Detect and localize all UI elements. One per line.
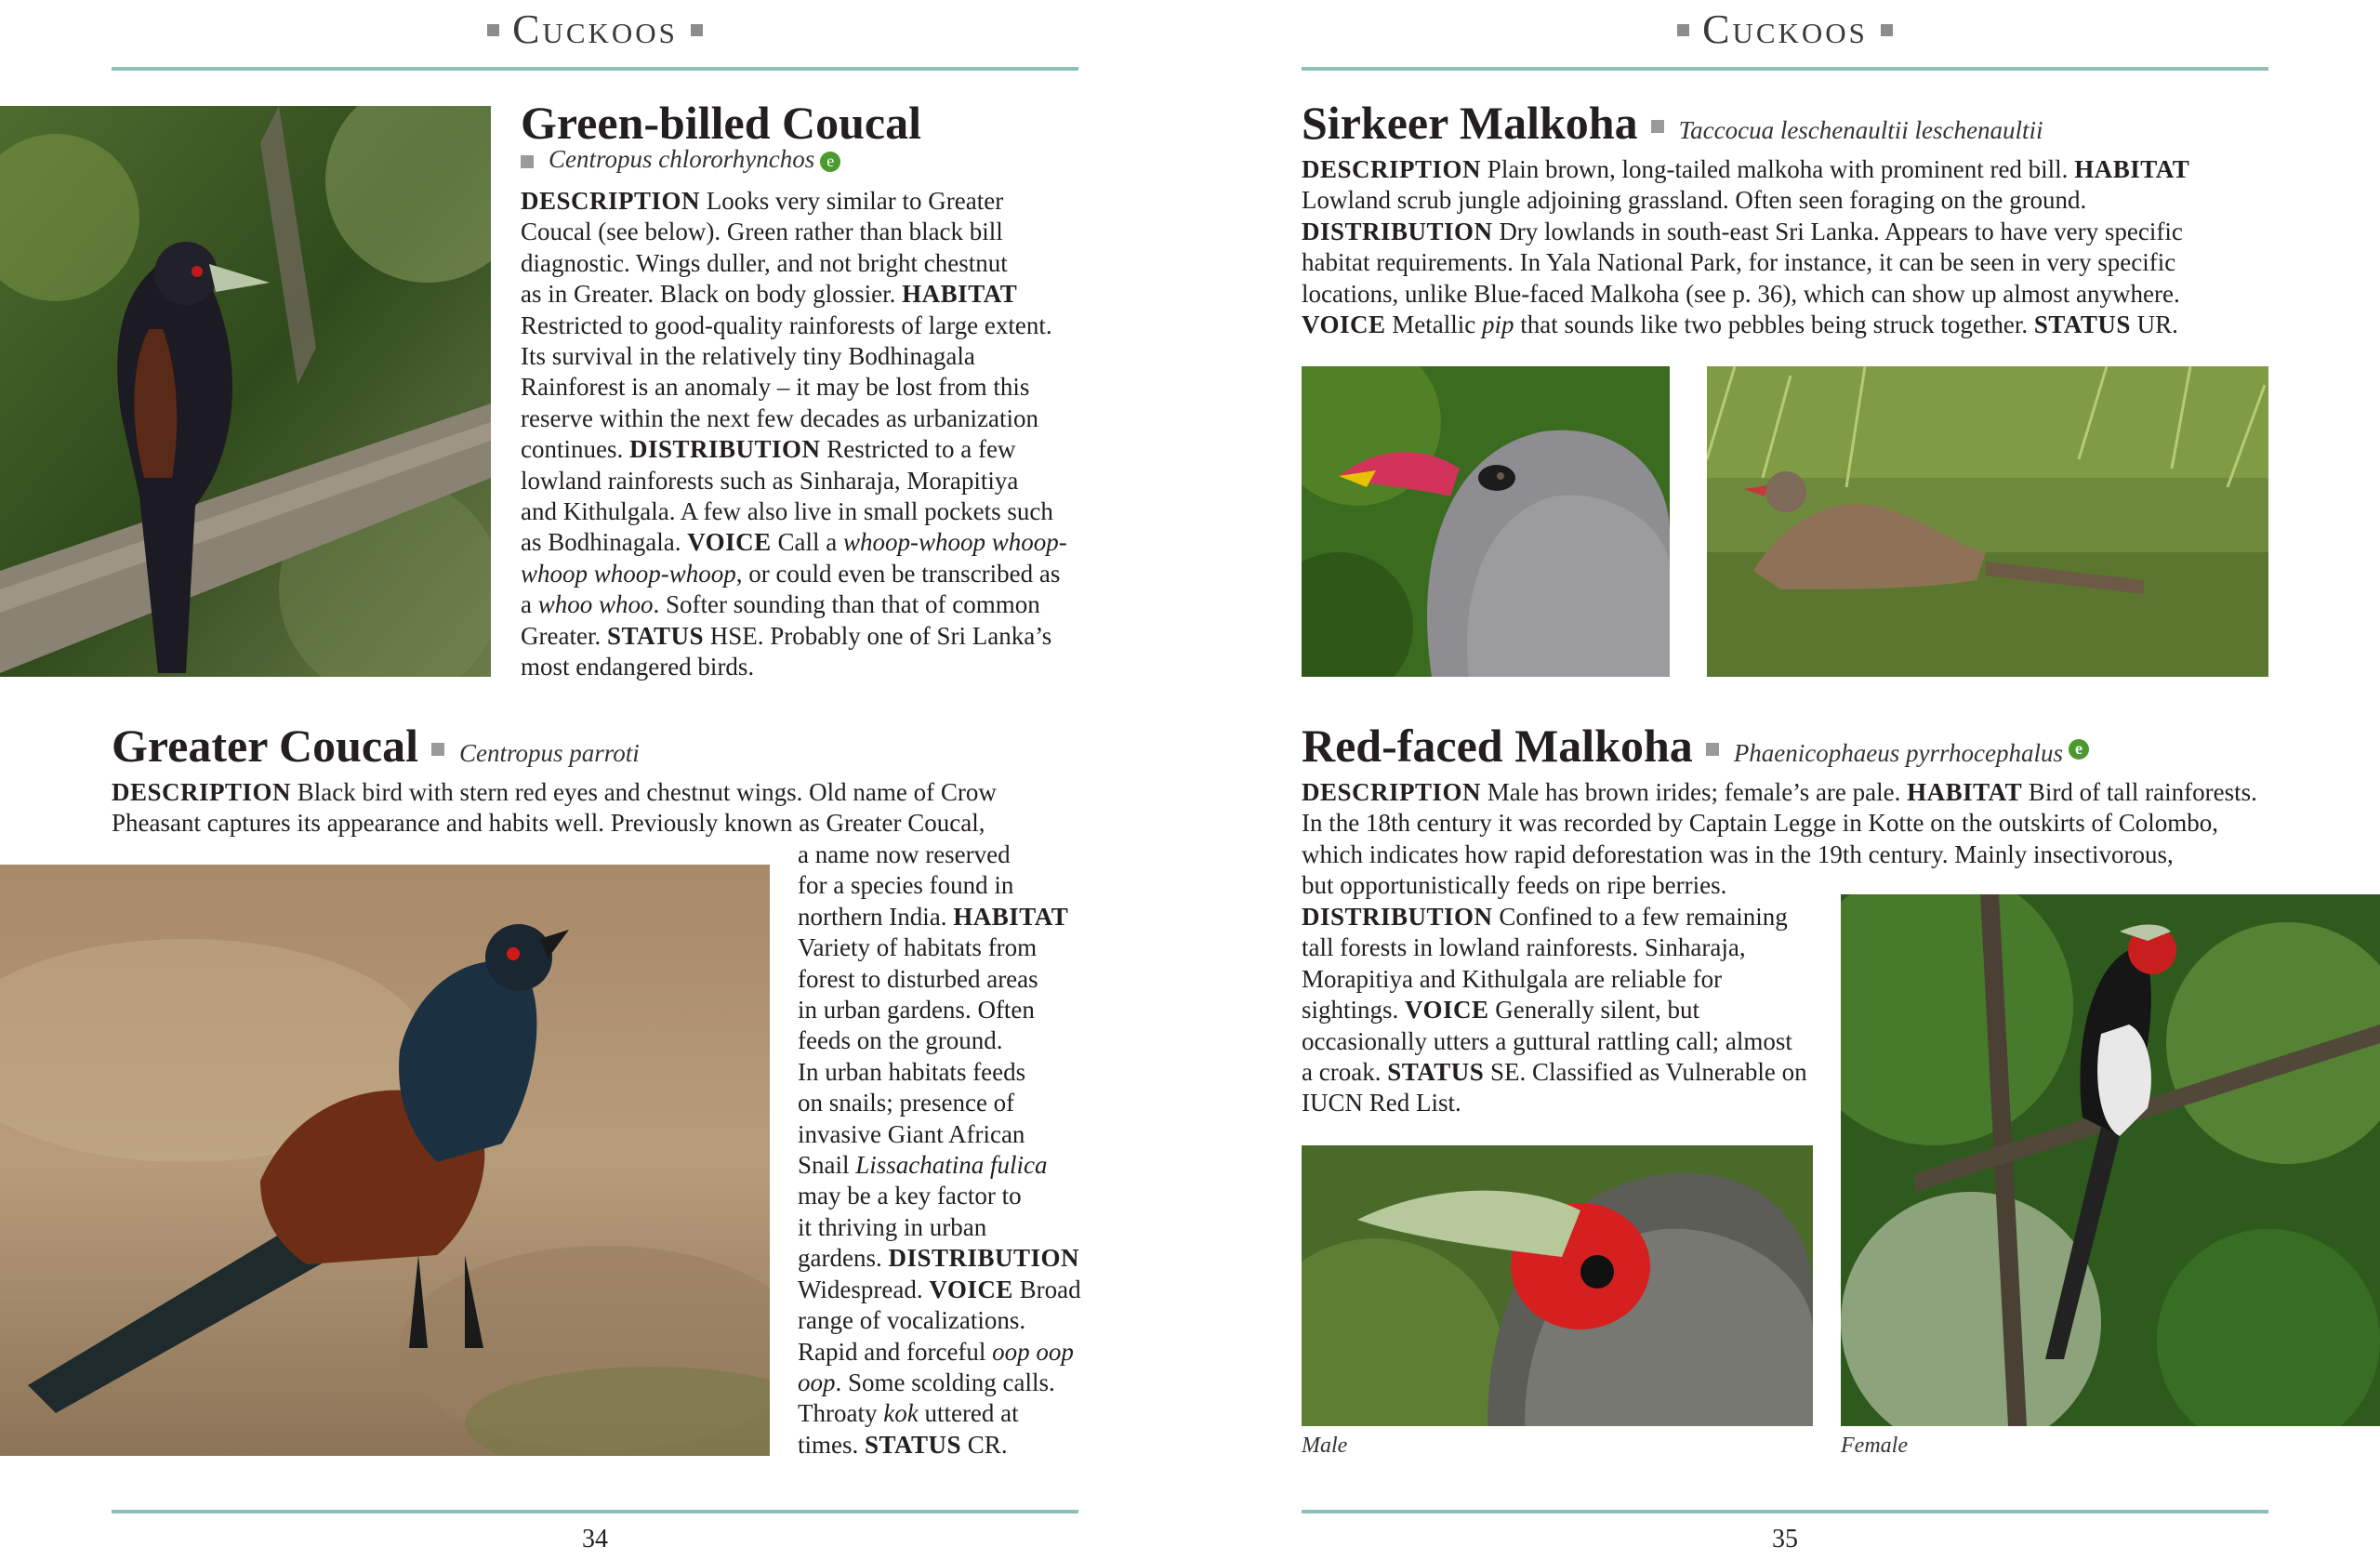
section-label: DESCRIPTION [112, 778, 292, 806]
text-line [1302, 217, 2268, 247]
text-line [798, 1212, 1086, 1243]
text-run: CR. [961, 1430, 1008, 1459]
text-run: Coucal (see below). Green rather than black bill [521, 218, 1003, 246]
text-run: , or could even be transcribed as [735, 559, 1061, 588]
square-bullet-icon [431, 743, 444, 756]
caption-male: Male [1302, 1434, 1348, 1458]
left-running-head: Cuckoos [112, 6, 1078, 69]
text-run: northern India. [798, 902, 954, 931]
text-run: for a species found in [798, 871, 1014, 900]
text-line [798, 1368, 1086, 1398]
text-run: but opportunistically feeds on ripe berries. [1302, 871, 1727, 900]
caption-female: Female [1841, 1434, 1908, 1458]
text-run: which indicates how rapid deforestation was in the 19th century. Mainly insectivorous, [1302, 839, 2174, 868]
section-label: STATUS [2033, 311, 2131, 339]
text-line [1302, 185, 2268, 216]
text-run: invasive Giant African [798, 1119, 1025, 1148]
text-line [798, 902, 1086, 932]
square-bullet-icon [1706, 743, 1719, 756]
text-run: oop [798, 1368, 836, 1396]
text-run: UR. [2130, 311, 2178, 339]
text-run: Metallic [1385, 311, 1482, 339]
text-line [798, 964, 1086, 995]
red-faced-malkoha-text-narrow [1302, 902, 1822, 1119]
text-run: Pheasant captures its appearance and habits well. Previously known as Greater Coucal, [112, 809, 985, 838]
text-run: Greater. [521, 621, 607, 650]
text-run: habitat requirements. In Yala National Park, for instance, it can be seen in very specific [1302, 248, 2176, 277]
section-label: HABITAT [902, 280, 1018, 309]
text-line [1302, 777, 2268, 808]
square-bullet-icon [1651, 120, 1664, 133]
text-run: as in Greater. Black on body glossier. [521, 280, 903, 309]
text-run: Lissachatina fulica [855, 1151, 1048, 1180]
text-run: Its survival in the relatively tiny Bodhinagala [521, 342, 975, 371]
text-run: a name now reserved [798, 840, 1011, 868]
text-line [1302, 995, 1822, 1025]
text-line [798, 1181, 1086, 1211]
text-line [521, 527, 1078, 558]
text-run: Restricted to a few [820, 435, 1016, 464]
text-run: a croak. [1302, 1058, 1388, 1087]
text-run: occasionally utters a guttural rattling call; almost [1302, 1026, 1792, 1055]
text-run: Looks very similar to Greater [700, 187, 1004, 215]
greater-coucal-text-narrow [798, 839, 1086, 1461]
text-run: lowland rainforests such as Sinharaja, Morapitiya [521, 466, 1019, 495]
text-run: that sounds like two pebbles being struck together. [1514, 311, 2034, 339]
text-line [798, 839, 1086, 870]
text-line [798, 1243, 1086, 1274]
text-line [521, 186, 1078, 217]
text-run: sightings. [1302, 996, 1406, 1025]
text-line [112, 808, 1078, 839]
text-run: Generally silent, but [1488, 996, 1699, 1025]
text-line [112, 777, 1078, 808]
section-label: DESCRIPTION [1302, 778, 1482, 806]
square-bullet-icon [691, 24, 703, 36]
section-label: VOICE [1302, 311, 1386, 339]
section-label: HABITAT [953, 902, 1069, 931]
text-line [798, 1430, 1086, 1461]
text-line [798, 1025, 1086, 1056]
text-run: Throaty [798, 1399, 884, 1428]
text-run: In urban habitats feeds [798, 1057, 1026, 1086]
text-line [1302, 310, 2268, 340]
text-line [521, 496, 1078, 527]
section-label: DESCRIPTION [521, 187, 701, 215]
text-line [798, 1119, 1086, 1150]
text-run: on snails; presence of [798, 1089, 1015, 1117]
section-label: STATUS [865, 1430, 962, 1459]
text-line [521, 403, 1078, 434]
section-label: VOICE [1405, 996, 1489, 1025]
text-run: HSE. Probably one of Sri Lanka’s [704, 621, 1052, 650]
text-run: may be a key factor to [798, 1182, 1022, 1210]
text-line [798, 932, 1086, 963]
species-title-green-billed-coucal: Green-billed Coucal [521, 97, 922, 149]
text-run: . Some scolding calls. [835, 1368, 1055, 1396]
text-line [521, 217, 1078, 247]
text-run: tall forests in lowland rainforests. Sinharaja, [1302, 933, 1746, 962]
right-running-head: Cuckoos [1302, 6, 2268, 69]
text-line [521, 279, 1078, 310]
text-run: Call a [771, 528, 843, 557]
text-run: in urban gardens. Often [798, 996, 1035, 1025]
text-run: diagnostic. Wings duller, and not bright chestnut [521, 248, 1008, 277]
text-line [521, 652, 1078, 682]
section-label: DESCRIPTION [1302, 155, 1482, 183]
section-label: HABITAT [2074, 155, 2190, 183]
text-run: uttered at [918, 1399, 1019, 1428]
text-line [1302, 932, 1822, 963]
text-run: it thriving in urban [798, 1212, 987, 1241]
text-line [798, 995, 1086, 1025]
species-title-sirkeer-malkoha: Sirkeer Malkoha Taccocua leschenaultii leschenaultii [1302, 97, 2043, 149]
text-run: forest to disturbed areas [798, 964, 1038, 993]
page-number-left: 34 [582, 1525, 608, 1553]
endemic-badge-icon: e [820, 152, 840, 172]
text-run: Widespread. [798, 1275, 930, 1303]
text-run: . Softer sounding than that of common [653, 590, 1040, 619]
text-run: Restricted to good-quality rainforests of large extent. [521, 311, 1052, 339]
sirkeer-malkoha-head-photo [1302, 366, 1670, 677]
text-line [1302, 839, 2268, 870]
text-line [521, 589, 1078, 620]
endemic-badge-icon: e [2069, 739, 2089, 760]
square-bullet-icon [521, 155, 534, 168]
text-run: Bird of tall rainforests. [2022, 778, 2257, 806]
text-run: In the 18th century it was recorded by Captain Legge in Kotte on the outskirts of Colombo, [1302, 809, 2219, 838]
text-line [1302, 964, 1822, 995]
section-label: HABITAT [1907, 778, 2023, 806]
text-run: Male has brown irides; female’s are pale. [1481, 778, 1908, 806]
text-line [798, 1275, 1086, 1305]
section-label: VOICE [687, 528, 772, 557]
section-label: DISTRIBUTION [1302, 217, 1493, 245]
text-line [1302, 1057, 1822, 1088]
text-line [1302, 279, 2268, 310]
section-label: DISTRIBUTION [1302, 903, 1493, 931]
text-run: most endangered birds. [521, 653, 755, 681]
text-run: Plain brown, long-tailed malkoha with prominent red bill. [1481, 155, 2075, 183]
section-label: DISTRIBUTION [628, 435, 821, 464]
text-run: a [521, 590, 538, 619]
text-run: Variety of habitats from [798, 933, 1038, 962]
text-line [798, 1150, 1086, 1181]
text-run: Dry lowlands in south-east Sri Lanka. Appears to have very specific [1492, 217, 2183, 245]
section-label: STATUS [1387, 1058, 1485, 1087]
text-run: Confined to a few remaining [1492, 903, 1788, 931]
green-billed-coucal-photo [0, 106, 491, 677]
text-line [798, 870, 1086, 901]
text-line [1302, 1026, 1822, 1057]
right-bottom-rule [1302, 1510, 2268, 1514]
text-run: Lowland scrub jungle adjoining grassland. Often seen foraging on the ground. [1302, 186, 2087, 215]
text-run: feeds on the ground. [798, 1026, 1003, 1055]
section-label: VOICE [929, 1275, 1013, 1303]
text-run: kok [883, 1399, 919, 1428]
text-run: as Bodhinagala. [521, 528, 688, 557]
text-run: range of vocalizations. [798, 1306, 1026, 1335]
text-line [1302, 247, 2268, 278]
text-run: pip [1481, 311, 1514, 339]
text-line [521, 372, 1078, 403]
species-title-red-faced-malkoha: Red-faced Malkoha Phaenicophaeus pyrrhocephalus e [1302, 720, 2089, 779]
text-run: whoop-whoop whoop- [842, 528, 1067, 557]
text-run: times. [798, 1430, 865, 1459]
sirkeer-malkoha-text [1302, 154, 2268, 340]
text-run: reserve within the next few decades as urbanization [521, 403, 1039, 432]
square-bullet-icon [1677, 24, 1689, 36]
left-bottom-rule [112, 1510, 1078, 1514]
text-line [798, 1305, 1086, 1336]
green-billed-coucal-text [521, 186, 1078, 683]
sirkeer-malkoha-grass-photo [1707, 366, 2268, 677]
text-line [1302, 902, 1822, 932]
species-title-greater-coucal: Greater Coucal Centropus parroti [112, 720, 640, 772]
square-bullet-icon [1881, 24, 1893, 36]
section-label: STATUS [606, 621, 704, 650]
text-line [1302, 1088, 1822, 1118]
text-run: locations, unlike Blue-faced Malkoha (see p. 36), which can show up almost anywhere. [1302, 279, 2180, 308]
text-run: continues. [521, 435, 629, 464]
text-run: Rapid and forceful [798, 1337, 993, 1366]
text-run: Morapitiya and Kithulgala are reliable for [1302, 964, 1723, 993]
text-line [521, 248, 1078, 279]
text-line [798, 1337, 1086, 1368]
page-number-right: 35 [1772, 1525, 1798, 1553]
section-label: DISTRIBUTION [888, 1244, 1080, 1273]
text-run: and Kithulgala. A few also live in small pockets such [521, 497, 1053, 526]
left-top-rule [112, 67, 1078, 71]
greater-coucal-photo [0, 865, 770, 1456]
text-run: whoo whoo [537, 590, 654, 619]
text-run: oop oop [992, 1337, 1074, 1366]
right-top-rule [1302, 67, 2268, 71]
text-run: gardens. [798, 1244, 889, 1273]
text-line [1302, 154, 2268, 185]
red-faced-malkoha-female-photo [1841, 894, 2380, 1426]
square-bullet-icon [487, 24, 499, 36]
text-run: Broad [1012, 1275, 1081, 1303]
red-faced-malkoha-male-photo [1302, 1145, 1813, 1426]
species-latin-line: Centropus chlororhynchos e [521, 145, 840, 176]
text-line [798, 1088, 1086, 1118]
text-run: IUCN Red List. [1302, 1089, 1461, 1117]
text-line [798, 1398, 1086, 1429]
text-line [521, 621, 1078, 652]
text-line [521, 341, 1078, 372]
text-line [521, 311, 1078, 341]
text-run: Snail [798, 1151, 856, 1180]
greater-coucal-text-wide [112, 777, 1078, 839]
text-run: Black bird with stern red eyes and chestnut wings. Old name of Crow [291, 778, 997, 806]
text-run: whoop whoop-whoop [521, 559, 736, 588]
text-line [521, 466, 1078, 496]
red-faced-malkoha-text-wide [1302, 777, 2268, 902]
text-run: SE. Classified as Vulnerable on [1484, 1058, 1807, 1087]
text-run: Rainforest is an anomaly – it may be lost from this [521, 373, 1030, 402]
text-line [798, 1057, 1086, 1088]
text-line [521, 559, 1078, 589]
text-line [521, 434, 1078, 465]
text-line [1302, 808, 2268, 839]
